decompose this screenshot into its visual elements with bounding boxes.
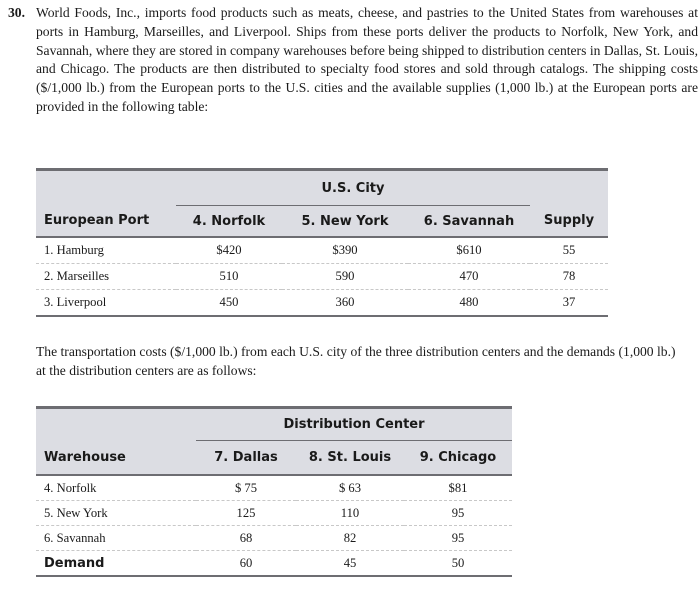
shipping-cost-table bbox=[36, 168, 608, 317]
table-row bbox=[36, 501, 512, 526]
table-row bbox=[36, 237, 608, 264]
table2-col-chicago: 9. Chicago bbox=[419, 450, 497, 465]
demand-cell: 50 bbox=[451, 555, 465, 570]
table-row bbox=[36, 526, 512, 551]
table2-row-label: 5. New York bbox=[44, 505, 108, 520]
demand-cell: 60 bbox=[239, 555, 253, 570]
table1-cell: $390 bbox=[332, 243, 358, 257]
table2-row-label: 4. Norfolk bbox=[44, 480, 97, 495]
problem-number: 30. bbox=[8, 5, 25, 20]
table-row bbox=[36, 475, 512, 501]
table1-col-supply: Supply bbox=[543, 213, 595, 229]
table2-cell: 82 bbox=[343, 530, 357, 545]
table1-cell: 450 bbox=[219, 295, 239, 309]
table-row bbox=[36, 290, 608, 317]
table1-supply-cell: 78 bbox=[562, 269, 576, 283]
table2-cell: 125 bbox=[236, 505, 256, 520]
table2-row-label: 6. Savannah bbox=[44, 530, 106, 545]
demand-label: Demand bbox=[44, 555, 105, 571]
table1-cell: 590 bbox=[335, 269, 355, 283]
table-row bbox=[36, 264, 608, 290]
table2-cell: 95 bbox=[451, 505, 465, 520]
table2-cell: 68 bbox=[239, 530, 253, 545]
table1-cell: $610 bbox=[456, 243, 482, 257]
table2-cell: 95 bbox=[451, 530, 465, 545]
table1-cell: 480 bbox=[459, 295, 479, 309]
table1-cell: 360 bbox=[335, 295, 355, 309]
table1-corner-right bbox=[530, 170, 608, 206]
table1-col-savannah: 6. Savannah bbox=[423, 213, 515, 229]
table1-row-label: 1. Hamburg bbox=[44, 243, 104, 257]
table1-cell: 470 bbox=[459, 269, 479, 283]
table1-row-label: 2. Marseilles bbox=[44, 269, 110, 283]
transportation-cost-table bbox=[36, 406, 512, 577]
table1-supply-cell: 37 bbox=[562, 295, 576, 309]
table2-cell: $ 75 bbox=[234, 480, 258, 495]
table2-cell: $ 63 bbox=[338, 480, 362, 495]
demand-row bbox=[36, 551, 512, 577]
demand-cell: 45 bbox=[343, 555, 357, 570]
table2-col-warehouse: Warehouse bbox=[44, 449, 126, 465]
table1-cell: $420 bbox=[216, 243, 242, 257]
table1-supply-cell: 55 bbox=[562, 243, 576, 257]
table1-col-european-port: European Port bbox=[44, 213, 150, 229]
table1-col-norfolk: 4. Norfolk bbox=[192, 213, 266, 229]
table1-corner bbox=[36, 170, 176, 206]
paragraph-transportation-costs: The transportation costs ($/1,000 lb.) from each U.S. city of the three distribution centers and the demands (1,000 lb.) at the distribution centers are as follows: bbox=[36, 344, 676, 378]
problem-text: World Foods, Inc., imports food products such as meats, cheese, and pastries to the United States from warehouses at ports in Hamburg, Marseilles, and Liverpool. Ships from these ports deliver the products to Norfolk, New York, and Savannah, where they are stored in company warehouses before being shipped to distribution centers in Dallas, St. Louis, and Chicago. The products are then distributed to specialty food stores and sold through catalogs. The shipping costs ($/1,000 lb.) from the European ports to the U.S. cities and the available supplies (1,000 lb.) at the European ports are provided in the following table: bbox=[36, 5, 698, 114]
table2-group-header: Distribution Center bbox=[196, 408, 512, 441]
problem-statement bbox=[8, 4, 698, 117]
table1-row-label: 3. Liverpool bbox=[44, 295, 107, 309]
table2-col-st-louis: 8. St. Louis bbox=[308, 450, 392, 465]
table2-cell: $81 bbox=[448, 480, 468, 495]
table1-group-header: U.S. City bbox=[176, 170, 530, 206]
table1-col-new-york: 5. New York bbox=[301, 213, 389, 229]
table2-cell: 110 bbox=[340, 505, 360, 520]
table2-col-dallas: 7. Dallas bbox=[214, 450, 278, 465]
table2-corner bbox=[36, 408, 196, 441]
table1-cell: 510 bbox=[219, 269, 239, 283]
